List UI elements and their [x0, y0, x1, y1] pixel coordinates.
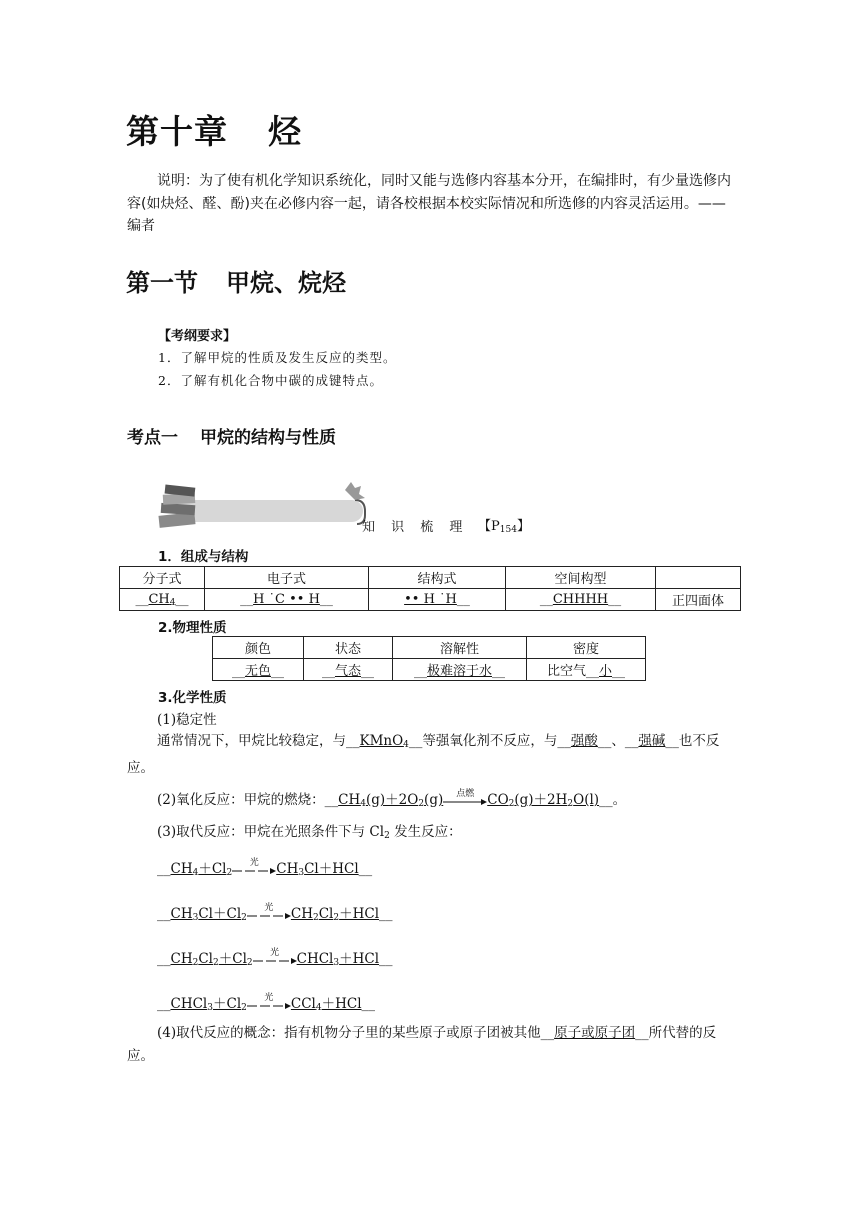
- state-cell: __气态__: [304, 659, 393, 681]
- point-subject: 甲烷的结构与性质: [200, 428, 336, 448]
- stability-paragraph: 通常情况下，甲烷比较稳定，与__KMnO$_4$__等强氧化剂不反应，与__强酸__、__强碱__也不反应。: [127, 733, 720, 776]
- table-header: 分子式: [120, 567, 205, 589]
- solubility-cell: __极难溶于水__: [393, 659, 527, 681]
- table-header: 状态: [304, 637, 393, 659]
- page-suffix: 】: [516, 519, 530, 534]
- reaction-arrow: 光: [232, 863, 276, 877]
- section-subject: 甲烷、烷烃: [226, 269, 346, 297]
- table-header: 结构式: [369, 567, 506, 589]
- reaction-arrow: 光: [247, 908, 291, 922]
- requirements-title: 【考纲要求】: [158, 329, 237, 344]
- table-row: [213, 637, 646, 659]
- table-header: 空间构型: [506, 567, 656, 589]
- page-prefix: 【P: [478, 519, 500, 534]
- chapter-subject: 烃: [268, 112, 302, 151]
- reaction-equation: $\_\_CH_3Cl+Cl_2$ 光 $CH_2Cl_2+HCl\_\_$: [157, 902, 393, 923]
- reaction-equation: $\_\_CHCl_3+Cl_2$ 光 CCl$_4$＋HCl__: [157, 992, 376, 1013]
- color-cell: __无色__: [213, 659, 304, 681]
- table-header: 颜色: [213, 637, 304, 659]
- reaction-equation: $\_\_CH_2Cl_2+Cl_2$ 光 CHCl$_3$＋HCl__: [157, 947, 393, 968]
- banner-label: 知 识 梳 理: [362, 520, 469, 535]
- table-header: 密度: [527, 637, 646, 659]
- structural-formula-cell: •• H ˙H__: [369, 589, 506, 611]
- electronic-formula-cell: __H ˙C •• H__: [205, 589, 369, 611]
- section-number: 第一节: [126, 269, 198, 297]
- substitution-concept-paragraph: (4)取代反应的概念：指有机物分子里的某些原子或原子团被其他__原子或原子团__所代替的反应。: [127, 1025, 717, 1064]
- physical-properties-table: [212, 636, 646, 681]
- table-header: [656, 567, 741, 589]
- reaction-equation: $\_\_CH_4+Cl_2$ 光 $CH_3Cl+HCl\_\_$: [157, 857, 373, 878]
- substitution-heading: (3)取代反应：甲烷在光照条件下与 $Cl_2$ 发生反应：: [157, 824, 462, 841]
- point-title: [127, 423, 336, 448]
- reaction-arrow: 点燃: [443, 794, 487, 808]
- physical-properties-heading: 2.物理性质: [158, 620, 227, 636]
- composition-heading: 1．组成与结构: [158, 549, 249, 565]
- stability-heading: (1)稳定性: [157, 712, 217, 728]
- chapter-title: [126, 106, 302, 153]
- chemical-properties-heading: 3.化学性质: [158, 690, 227, 706]
- spatial-structure-cell: __CHHHH__: [506, 589, 656, 611]
- page-reference: [478, 515, 530, 535]
- structure-table: [119, 566, 741, 611]
- density-cell: 比空气__小__: [527, 659, 646, 681]
- requirement-item: 2．了解有机化合物中碳的成键特点。: [158, 373, 383, 388]
- reaction-arrow: 光: [253, 953, 297, 967]
- shape-cell: 正四面体: [656, 589, 741, 611]
- requirement-item: 1．了解甲烷的性质及发生反应的类型。: [158, 350, 397, 365]
- table-row: [213, 659, 646, 681]
- table-header: 电子式: [205, 567, 369, 589]
- reaction-arrow: 光: [247, 998, 291, 1012]
- section-title: [126, 263, 346, 298]
- point-number: 考点一: [127, 428, 178, 448]
- table-row: [120, 589, 741, 611]
- molecular-formula-cell: $\_\_CH_4\_\_$: [120, 589, 205, 611]
- table-row: [120, 567, 741, 589]
- editor-note: 说明：为了使有机化学知识系统化，同时又能与选修内容基本分开，在编排时，有少量选修内容(如炔烃、醛、酚)夹在必修内容一起，请各校根据本校实际情况和所选修的内容灵活运用。——编者: [127, 173, 731, 234]
- page-number: 154: [499, 525, 517, 535]
- oxidation-line: (2)氧化反应：甲烷的燃烧：$\_\_CH_4(g)+2O_2(g)$ 点燃 $CO_2(g)+2H_2O(l)\_\_$。: [157, 788, 627, 809]
- chapter-number: 第十章: [126, 112, 228, 151]
- table-header: 溶解性: [393, 637, 527, 659]
